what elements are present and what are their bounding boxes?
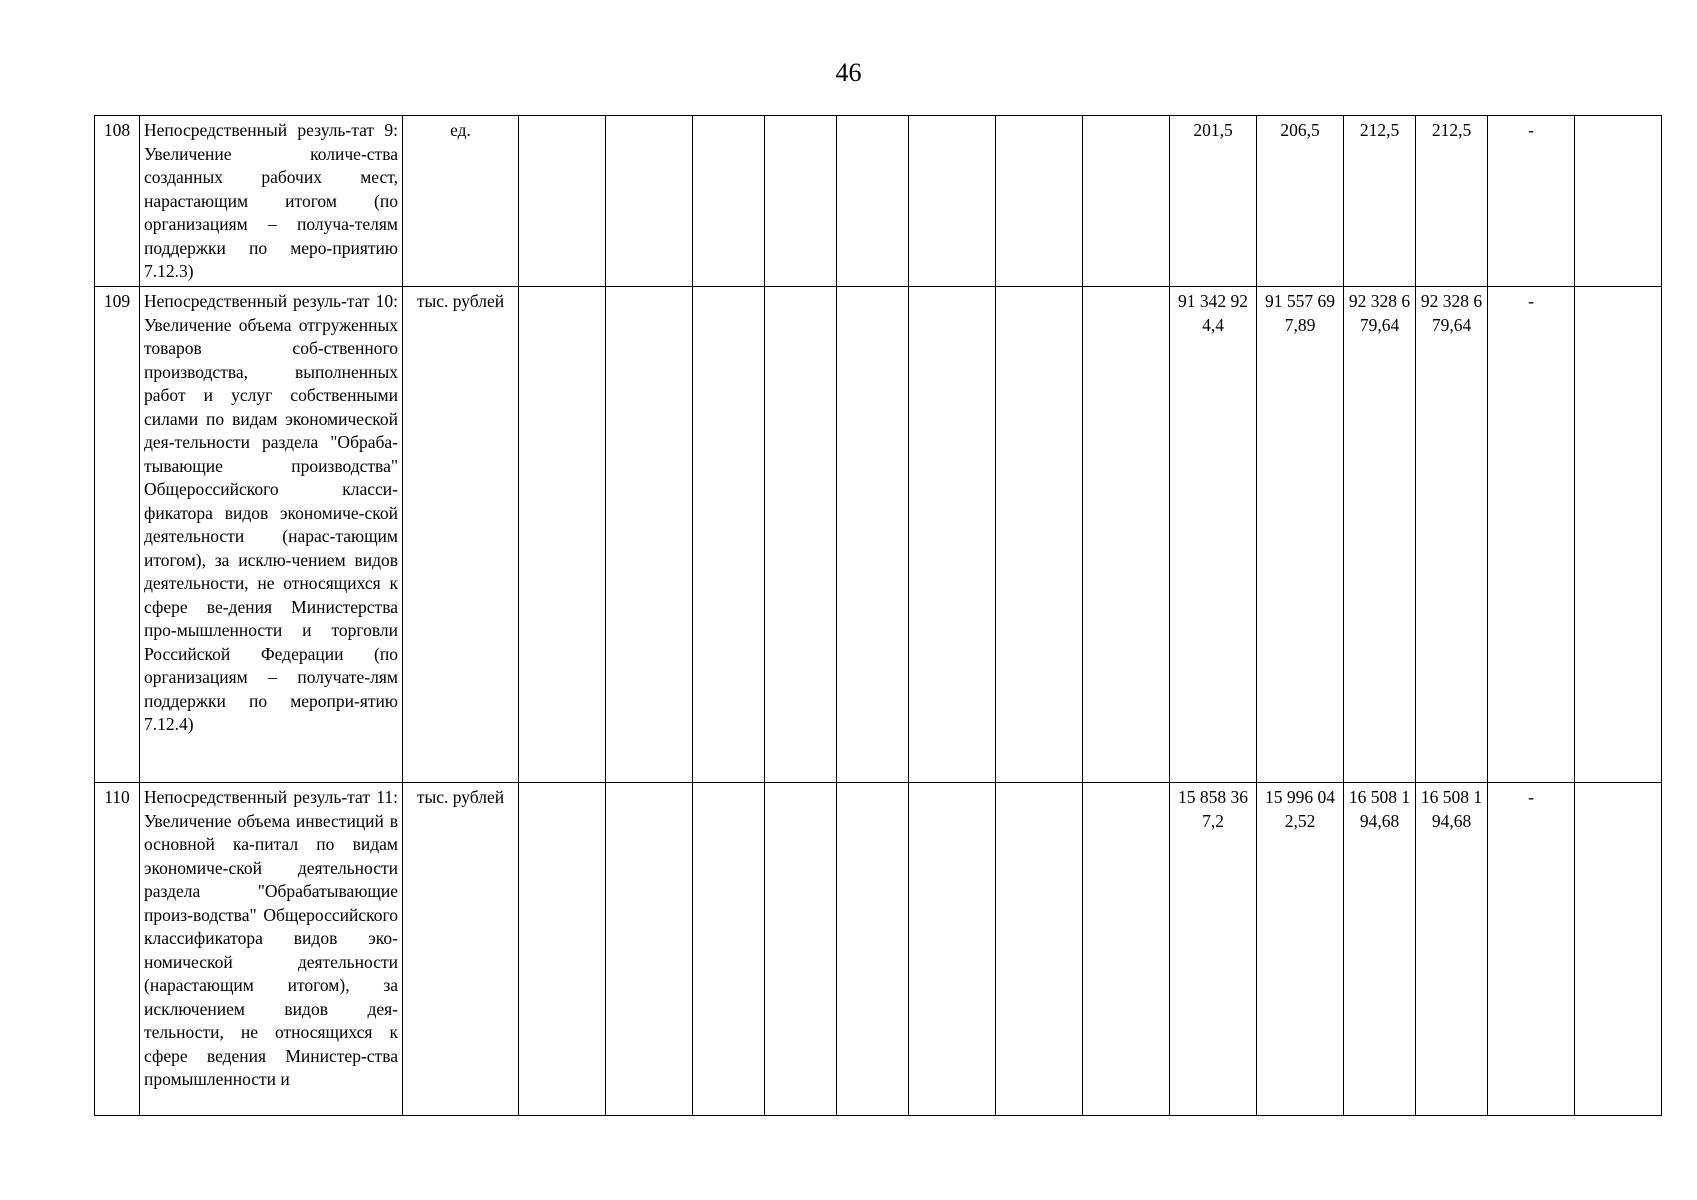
empty-cell [1575, 116, 1662, 287]
value-cell: 15 858 367,2 [1170, 783, 1257, 1116]
empty-cell [765, 116, 837, 287]
empty-cell [765, 287, 837, 783]
row-number: 109 [95, 287, 140, 783]
empty-cell [996, 116, 1083, 287]
empty-cell [606, 783, 693, 1116]
empty-cell [693, 287, 765, 783]
empty-cell [1083, 783, 1170, 1116]
empty-cell [765, 783, 837, 1116]
empty-cell [693, 116, 765, 287]
dash-cell: - [1488, 783, 1575, 1116]
value-cell: 91 557 697,89 [1257, 287, 1344, 783]
empty-cell [837, 287, 909, 783]
empty-cell [909, 783, 996, 1116]
empty-cell [909, 287, 996, 783]
row-description: Непосредственный резуль-тат 11: Увеличение объема инвестиций в основной ка-питал по видам экономиче-ской деятельности раздела "Обрабатывающие произ-водства" Общероссийского классификатора видов эко-номической деятельности (нарастающим итогом), за исключением видов дея-тельности, не относящихся к сфере ведения Министер-ства промышленности и [140, 783, 403, 1116]
value-cell: 206,5 [1257, 116, 1344, 287]
page-number: 46 [835, 58, 862, 87]
value-cell: 16 508 194,68 [1416, 783, 1488, 1116]
dash-cell: - [1488, 116, 1575, 287]
value-cell: 91 342 924,4 [1170, 287, 1257, 783]
indicators-table [94, 115, 1662, 1116]
row-description: Непосредственный резуль-тат 10: Увеличение объема отгруженных товаров соб-ственного производства, выполненных работ и услуг собственными силами по видам экономической дея-тельности раздела "Обраба-тывающие производства" Общероссийского класси-фикатора видов экономиче-ской деятельности (нарас-тающим итогом), за исклю-чением видов деятельности, не относящихся к сфере ве-дения Министерства про-мышленности и торговли Российской Федерации (по организациям – получате-лям поддержки по меропри-ятию 7.12.4) [140, 287, 403, 783]
dash-cell: - [1488, 287, 1575, 783]
value-cell: 212,5 [1416, 116, 1488, 287]
value-cell: 15 996 042,52 [1257, 783, 1344, 1116]
row-unit: тыс. рублей [403, 287, 519, 783]
table-row [95, 287, 1662, 783]
empty-cell [996, 287, 1083, 783]
value-cell: 201,5 [1170, 116, 1257, 287]
table-row [95, 116, 1662, 287]
table-row [95, 783, 1662, 1116]
row-number: 108 [95, 116, 140, 287]
value-cell: 212,5 [1344, 116, 1416, 287]
empty-cell [1575, 783, 1662, 1116]
value-cell: 16 508 194,68 [1344, 783, 1416, 1116]
empty-cell [519, 116, 606, 287]
empty-cell [519, 783, 606, 1116]
value-cell: 92 328 679,64 [1344, 287, 1416, 783]
empty-cell [606, 116, 693, 287]
value-cell: 92 328 679,64 [1416, 287, 1488, 783]
empty-cell [1083, 287, 1170, 783]
empty-cell [996, 783, 1083, 1116]
row-unit: тыс. рублей [403, 783, 519, 1116]
empty-cell [837, 116, 909, 287]
empty-cell [909, 116, 996, 287]
row-unit: ед. [403, 116, 519, 287]
row-number: 110 [95, 783, 140, 1116]
empty-cell [606, 287, 693, 783]
empty-cell [693, 783, 765, 1116]
empty-cell [837, 783, 909, 1116]
row-description: Непосредственный резуль-тат 9: Увеличение количе-ства созданных рабочих мест, нарастающим итогом (по организациям – получа-телям поддержки по меро-приятию 7.12.3) [140, 116, 403, 287]
empty-cell [1575, 287, 1662, 783]
empty-cell [1083, 116, 1170, 287]
empty-cell [519, 287, 606, 783]
